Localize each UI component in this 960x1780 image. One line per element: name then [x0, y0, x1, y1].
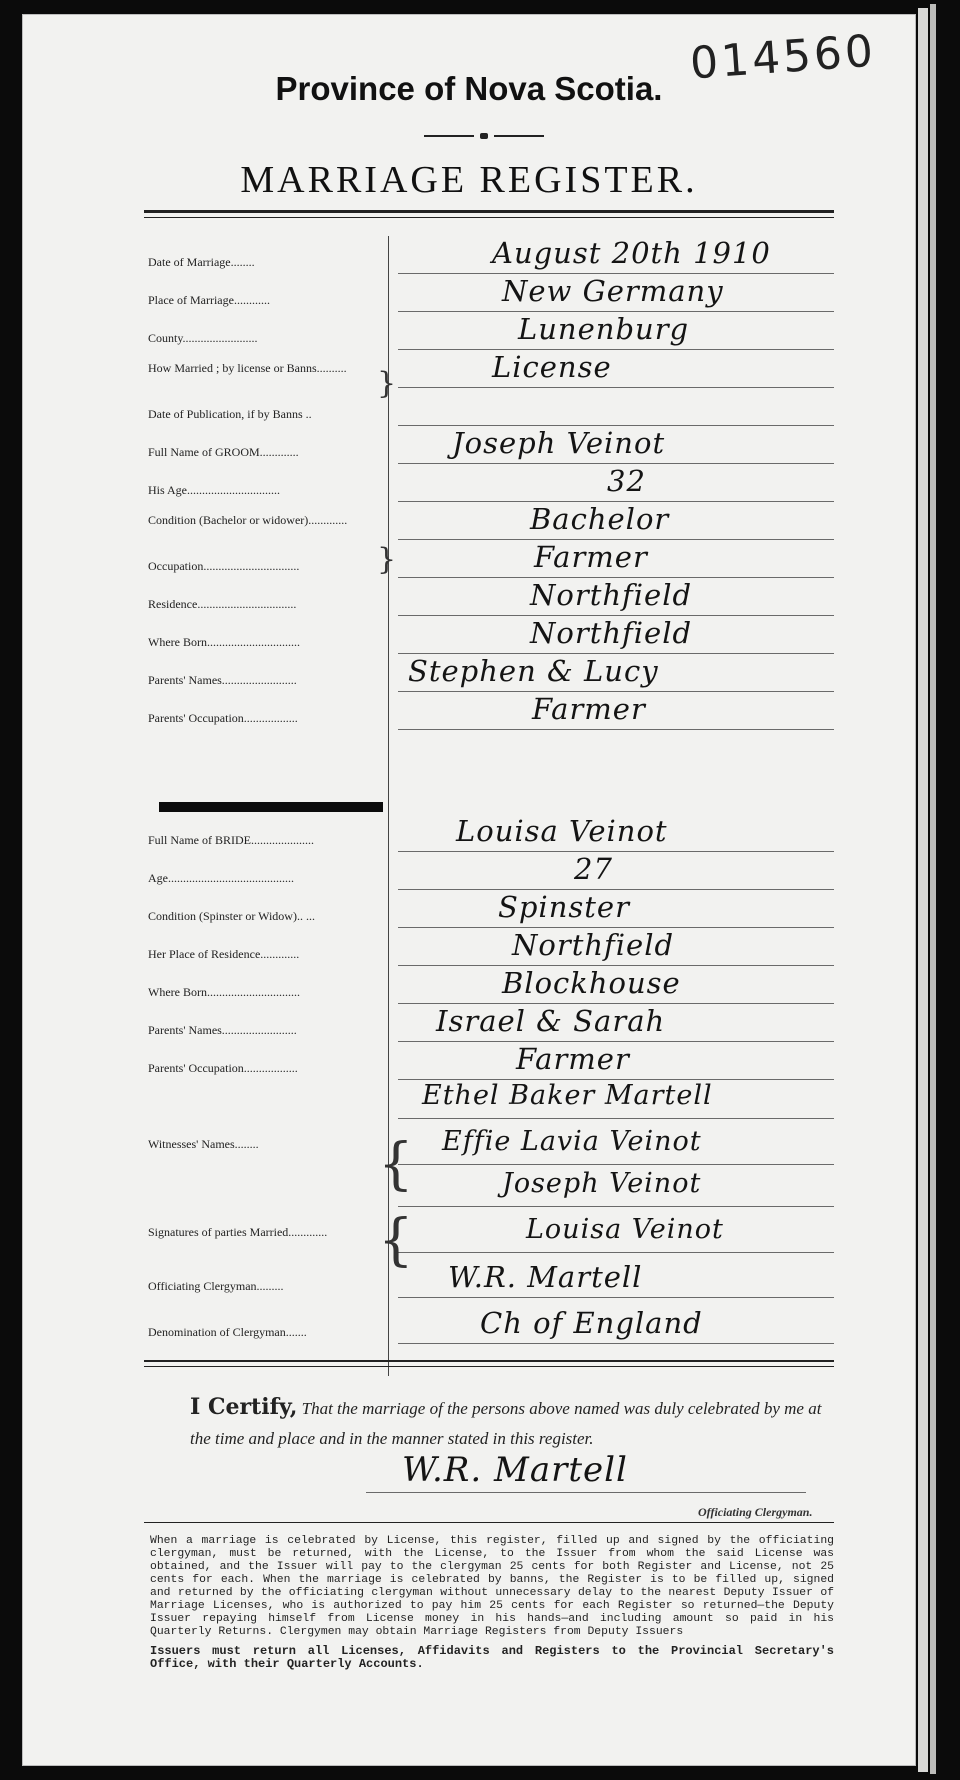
register-title: MARRIAGE REGISTER.	[240, 159, 698, 201]
brace-groom-condition: }	[377, 542, 397, 577]
groom-where-born-label: Where Born...............................	[148, 635, 300, 649]
certify-rule-thick	[144, 1360, 834, 1362]
bride-residence-value: Northfield	[512, 928, 675, 962]
officiating-line	[398, 1297, 834, 1298]
signature-2: Louisa Veinot	[526, 1214, 724, 1245]
witness-name-1: Ethel Baker Martell	[422, 1080, 713, 1111]
witness-line-1	[398, 1118, 834, 1119]
date-of-marriage-label: Date of Marriage........	[148, 255, 255, 269]
groom-residence-value: Northfield	[530, 578, 693, 612]
place-of-marriage-value: New Germany	[502, 274, 724, 308]
section-separator-bar	[159, 802, 383, 812]
how-married-value: License	[492, 350, 612, 384]
groom-condition-label: Condition (Bachelor or widower).............	[148, 513, 348, 527]
groom-parents-names-value: Stephen & Lucy	[408, 654, 659, 688]
denomination-label: Denomination of Clergyman.......	[148, 1325, 307, 1339]
groom-condition-value: Bachelor	[530, 502, 670, 536]
certification-text	[190, 1392, 840, 1454]
signatures-label: Signatures of parties Married.............	[148, 1225, 328, 1239]
groom-residence-label: Residence.................................	[148, 597, 297, 611]
denomination-value: Ch of England	[480, 1306, 703, 1340]
notice-rule	[144, 1522, 834, 1523]
groom-full-name-value: Joseph Veinot	[452, 426, 666, 460]
bride-condition-value: Spinster	[498, 890, 630, 924]
witness-line-2	[398, 1164, 834, 1165]
certify-lead: I Certify,	[190, 1394, 298, 1420]
denomination-line	[398, 1343, 834, 1344]
groom-parents-occupation-label: Parents' Occupation..................	[148, 711, 298, 725]
how-married-line	[398, 387, 834, 388]
bride-condition-label: Condition (Spinster or Widow).. ...	[148, 909, 315, 923]
county-line	[398, 349, 834, 350]
officiating-clergyman-label: Officiating Clergyman.	[698, 1505, 813, 1519]
groom-occupation-label: Occupation................................	[148, 559, 300, 573]
county-label: County.........................	[148, 331, 258, 345]
title-rule-thick	[144, 210, 834, 213]
bride-full-name-value: Louisa Veinot	[456, 814, 668, 848]
date-of-marriage-value: August 20th 1910	[492, 236, 771, 270]
bride-age-label: Age..........................................	[148, 871, 294, 885]
witnesses-label: Witnesses' Names........	[148, 1137, 259, 1151]
register-sheet	[22, 14, 916, 1766]
groom-occupation-value: Farmer	[534, 540, 648, 574]
bride-parents-names-label: Parents' Names.........................	[148, 1023, 297, 1037]
groom-age-label: His Age...............................	[148, 483, 280, 497]
signature-1: Joseph Veinot	[502, 1168, 702, 1199]
signature-line-2	[398, 1252, 834, 1253]
signature-line-1	[398, 1206, 834, 1207]
page-edge-strip	[918, 8, 928, 1772]
notice-body: When a marriage is celebrated by License, this register, filled up and signed by the officiating clergyman, must be returned, with the License, to the Issuer from whom the said License was obtained, and the Issuer will pay to the clergyman 25 cents for both Register and License, not 25 cents for each. When the marriage is celebrated by banns, the Register is to be filled up, signed and returned by the officiating clergyman without unnecessary delay to the nearest Deputy Issuer of Marriage Licenses, who is authorized to pay him 25 cents for each Register so returned—the Deputy Issuer repaying himself from License money in his hands—and including amount so paid in his Quarterly Returns. Clergymen may obtain Marriage Registers from Deputy Issuers	[150, 1535, 834, 1638]
groom-parents-occupation-line	[398, 729, 834, 730]
brace-signatures: {	[378, 1208, 414, 1273]
bride-where-born-label: Where Born...............................	[148, 985, 300, 999]
bride-parents-occupation-label: Parents' Occupation..................	[148, 1061, 298, 1075]
certify-body: That the marriage of the persons above named was duly celebrated by me at the time and place and in the manner stated in this register.	[190, 1399, 822, 1448]
how-married-label: How Married ; by license or Banns..........	[148, 361, 347, 375]
title-rule-thin	[144, 217, 834, 218]
groom-parents-names-label: Parents' Names.........................	[148, 673, 297, 687]
notice-block	[150, 1535, 834, 1671]
officiating-label: Officiating Clergyman.........	[148, 1279, 284, 1293]
page-edge-strip-outer	[930, 4, 936, 1774]
heading-ornament	[424, 133, 544, 139]
county-value: Lunenburg	[518, 312, 690, 346]
bride-parents-occupation-value: Farmer	[516, 1042, 630, 1076]
brace-how-married: }	[377, 366, 397, 401]
document-number: 014560	[688, 25, 878, 90]
witness-name-2: Effie Lavia Veinot	[442, 1126, 702, 1157]
bride-where-born-value: Blockhouse	[502, 966, 681, 1000]
province-heading: Province of Nova Scotia.	[275, 70, 663, 107]
groom-age-value: 32	[607, 464, 646, 498]
place-of-marriage-label: Place of Marriage............	[148, 293, 270, 307]
column-divider	[388, 236, 389, 1376]
brace-witnesses: {	[378, 1132, 414, 1197]
officiating-value: W.R. Martell	[448, 1260, 643, 1294]
groom-full-name-label: Full Name of GROOM.............	[148, 445, 299, 459]
certify-signature-line	[366, 1492, 806, 1493]
bride-residence-label: Her Place of Residence.............	[148, 947, 300, 961]
notice-issuers: Issuers must return all Licenses, Affidavits and Registers to the Provincial Secretary's Office, with their Quarterly Accounts.	[150, 1644, 834, 1671]
bride-full-name-line	[398, 851, 834, 852]
certify-rule-thin	[144, 1366, 834, 1367]
bride-parents-names-value: Israel & Sarah	[436, 1004, 666, 1038]
bride-age-value: 27	[574, 852, 613, 886]
groom-parents-occupation-value: Farmer	[532, 692, 646, 726]
groom-where-born-value: Northfield	[530, 616, 693, 650]
date-of-publication-label: Date of Publication, if by Banns ..	[148, 407, 312, 421]
certify-signature: W.R. Martell	[402, 1450, 628, 1490]
bride-full-name-label: Full Name of BRIDE.....................	[148, 833, 314, 847]
